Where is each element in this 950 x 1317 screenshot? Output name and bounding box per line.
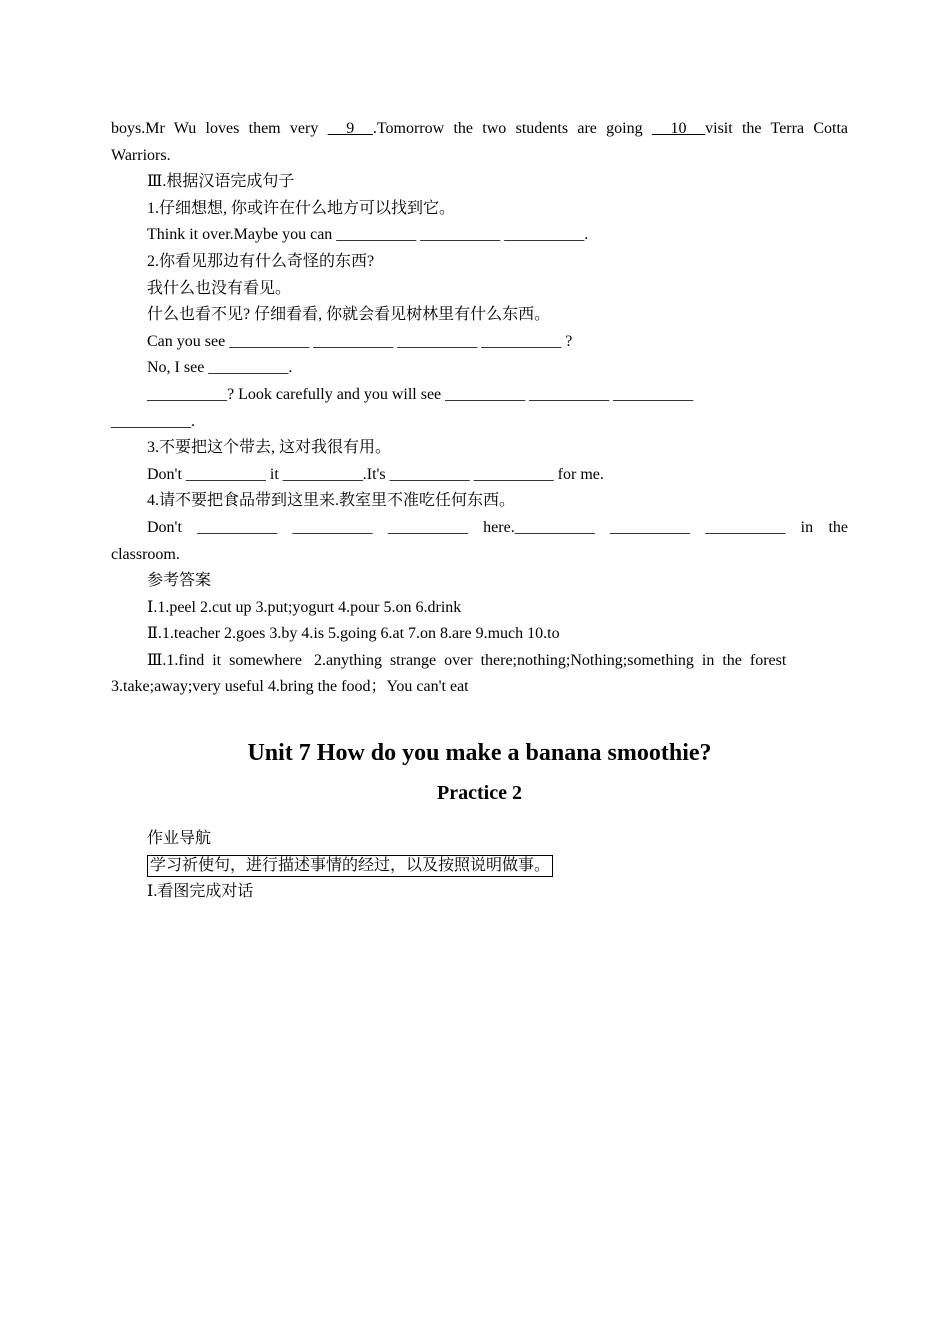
question-1-english: Think it over.Maybe you can __________ __________ __________.: [147, 226, 589, 244]
question-2-english-d: __________.: [111, 412, 195, 430]
unit-title: Unit 7 How do you make a banana smoothie?: [247, 740, 712, 767]
blank-9: 9: [327, 120, 373, 137]
practice-subtitle: Practice 2: [437, 782, 522, 805]
question-4-english-b: classroom.: [111, 545, 180, 563]
section-1-title: Ⅰ.看图完成对话: [147, 883, 254, 901]
question-3-english: Don't __________ it __________.It's __________ __________ for me.: [147, 465, 604, 483]
homework-guide-box: 学习祈使句，进行描述事情的经过，以及按照说明做事。: [147, 855, 553, 877]
answers-part-2: Ⅱ.1.teacher 2.goes 3.by 4.is 5.going 6.at 7.on 8.are 9.much 10.to: [147, 625, 560, 643]
document-page: [111, 116, 848, 906]
homework-guide-line: [111, 853, 848, 880]
question-2-english-b: No, I see __________.: [147, 359, 293, 377]
answers-part-3-b: 3.take;away;very useful 4.bring the food；You can't eat: [111, 678, 469, 696]
question-2-chinese-b: 我什么也没有看见。: [147, 279, 292, 297]
question-2-chinese-c: 什么也看不见? 仔细看看, 你就会看见树林里有什么东西。: [147, 306, 551, 324]
section-3-title: Ⅲ.根据汉语完成句子: [147, 173, 295, 191]
question-4-english-a: Don't __________ __________ __________ here.__________ __________ __________ in the: [147, 518, 848, 536]
homework-heading: 作业导航: [147, 830, 212, 848]
answers-part-3-a: Ⅲ.1.find it somewhere 2.anything strange over there;nothing;Nothing;something in the forest: [147, 651, 787, 669]
blank-10: 10: [651, 120, 706, 137]
passage-line: [111, 116, 848, 143]
question-2-english-a: Can you see __________ __________ __________ __________ ?: [147, 332, 573, 350]
passage-line: Warriors.: [111, 146, 171, 164]
question-1-chinese: 1.仔细想想, 你或许在什么地方可以找到它。: [147, 199, 456, 217]
passage-text: .Tomorrow the two students are going: [372, 120, 652, 137]
passage-text: visit the Terra Cotta: [705, 120, 849, 137]
question-4-chinese: 4.请不要把食品带到这里来.教室里不准吃任何东西。: [147, 492, 516, 510]
passage-text: boys.Mr Wu loves them very: [111, 120, 328, 137]
answers-part-1: Ⅰ.1.peel 2.cut up 3.put;yogurt 4.pour 5.on 6.drink: [147, 598, 462, 616]
answers-heading: 参考答案: [147, 572, 212, 590]
question-2-english-c: __________? Look carefully and you will see __________ __________ __________: [147, 385, 694, 403]
question-2-chinese: 2.你看见那边有什么奇怪的东西?: [147, 252, 375, 270]
question-3-chinese: 3.不要把这个带去, 这对我很有用。: [147, 439, 392, 457]
